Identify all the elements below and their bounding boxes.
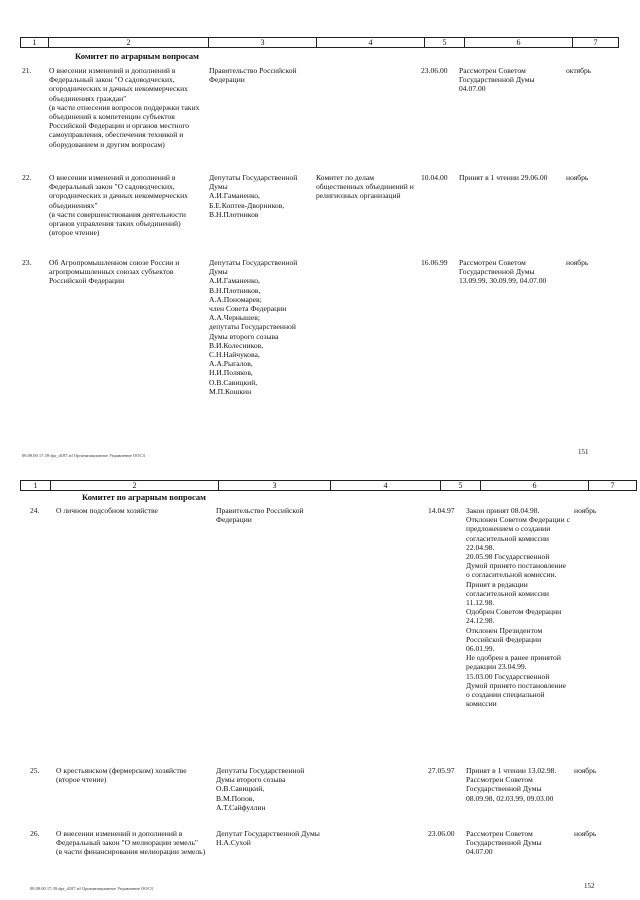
submission-date: 10.04.00: [421, 173, 448, 182]
column-number-cell: 4: [331, 481, 441, 491]
responsible-committee: Комитет по делам общественных объединений и религиозных организаций: [316, 173, 414, 201]
bill-status: Принят в 1 чтении 29.06.00: [459, 173, 548, 182]
bill-status: Принят в 1 чтении 13.02.98. Рассмотрен Советом Государственной Думы 08.09.98, 02.03.99, 09.03.00: [466, 766, 557, 803]
bill-title: О внесении изменений и дополнений в Федеральный закон "О мелиорации земель" (в части финансирования мелиорации земель): [56, 829, 206, 857]
column-header-row: [20, 37, 619, 48]
bill-author: Депутат Государственной Думы Н.А.Сухой: [216, 829, 320, 848]
bill-title: О крестьянском (фермерском) хозяйстве (второе чтение): [56, 766, 187, 785]
planned-month: октябрь: [566, 66, 592, 75]
row-number: 25.: [30, 766, 40, 775]
column-number-cell: 6: [465, 38, 573, 48]
row-number: 23.: [22, 258, 32, 267]
bill-status: Рассмотрен Советом Государственной Думы 13.09.99, 30.09.99, 04.07.00: [459, 258, 547, 286]
row-number: 26.: [30, 829, 40, 838]
submission-date: 16.06.99: [421, 258, 448, 267]
column-header-row: [20, 480, 637, 491]
column-number-cell: 4: [317, 38, 425, 48]
column-number-cell: 5: [441, 481, 481, 491]
column-number-cell: 1: [21, 481, 51, 491]
planned-month: ноябрь: [566, 173, 589, 182]
bill-title: О внесении изменений и дополнений в Федеральный закон "О садоводческих, огороднических и дачных некоммерческих объединениях" (в части совершенствования деятельности органов управления таких объединений) (второе чтение): [49, 173, 188, 238]
column-number-cell: 6: [481, 481, 589, 491]
document-page-2: [0, 470, 640, 900]
row-number: 24.: [30, 506, 40, 515]
planned-month: ноябрь: [574, 829, 597, 838]
planned-month: ноябрь: [574, 766, 597, 775]
page-number: 152: [584, 882, 595, 890]
bill-status: Рассмотрен Советом Государственной Думы 04.07.00: [466, 829, 542, 857]
page-number: 151: [578, 448, 589, 456]
submission-date: 27.05.97: [428, 766, 455, 775]
column-number-cell: 5: [425, 38, 465, 48]
row-number: 21.: [22, 66, 32, 75]
column-number-cell: 7: [589, 481, 637, 491]
bill-title: О внесении изменений и дополнений в Федеральный закон "О садоводческих, огороднических и дачных некоммерческих объединениях граждан" (в части отнесения вопросов поддержки таких объединений к компетенции субъектов Российской Федерации и органов местного самоуправления, обеспечения техникой и оборудованием и другим вопросам): [49, 66, 200, 149]
bill-status: Закон принят 08.04.98. Отклонен Советом Федерации с предложением о создании согласительной комиссии 22.04.98. 20.05.98 Государственной Думой принято постановление о согласительной комиссии. Принят в редакции согласительной комиссии 11.12.98. Одобрен Советом Федерации 24.12.98. Отклонен Президентом Российской Федерации 06.01.99. Не одобрен в ранее принятой редакции 23.04.99. 15.03.00 Государственной Думой принято постановление о создании специальной комиссии: [466, 506, 570, 709]
submission-date: 23.06.00: [421, 66, 448, 75]
planned-month: ноябрь: [574, 506, 597, 515]
column-number-cell: 3: [209, 38, 317, 48]
page-footer: 08.09.00 17:39 dpr_d187.rtf Организационное Управление ООСЗ: [22, 453, 145, 458]
bill-author: Правительство Российской Федерации: [209, 66, 297, 85]
column-number-cell: 2: [49, 38, 209, 48]
bill-title: Об Агропромышленном союзе России и агропромышленных союзах субъектов Российской Федерации: [49, 258, 180, 286]
bill-author: Правительство Российской Федерации: [216, 506, 304, 525]
bill-author: Депутаты Государственной Думы А.И.Гаманенко, Б.Е.Коптев-Дворников, В.Н.Плотников: [209, 173, 298, 219]
planned-month: ноябрь: [566, 258, 589, 267]
column-number-cell: 7: [573, 38, 619, 48]
column-number-cell: 2: [51, 481, 219, 491]
column-number-cell: 3: [219, 481, 331, 491]
bill-status: Рассмотрен Советом Государственной Думы 04.07.00: [459, 66, 535, 94]
submission-date: 23.06.00: [428, 829, 455, 838]
committee-heading: Комитет по аграрным вопросам: [82, 492, 206, 502]
bill-title: О личном подсобном хозяйстве: [56, 506, 158, 515]
bill-author: Депутаты Государственной Думы второго созыва О.В.Савицкий, В.М.Попов, А.Т.Сайфуллин: [216, 766, 305, 812]
committee-heading: Комитет по аграрным вопросам: [75, 51, 199, 61]
column-number-cell: 1: [21, 38, 49, 48]
page-footer: 08.09.00 17:39 dpr_d187.rtf Организационное Управление ООСЗ: [30, 886, 153, 891]
submission-date: 14.04.97: [428, 506, 455, 515]
row-number: 22.: [22, 173, 32, 182]
bill-author: Депутаты Государственной Думы А.И.Гаманенко, В.Н.Плотников, А.А.Пономарев; член Совета Федерации А.А.Чернышев; депутаты Государственной Думы второго созыва В.И.Колесников, С.Н.Найчукова, А.А.Рыгалов, Н.И.Поляков, О.В.Савицкий, М.П.Кошкин: [209, 258, 298, 396]
